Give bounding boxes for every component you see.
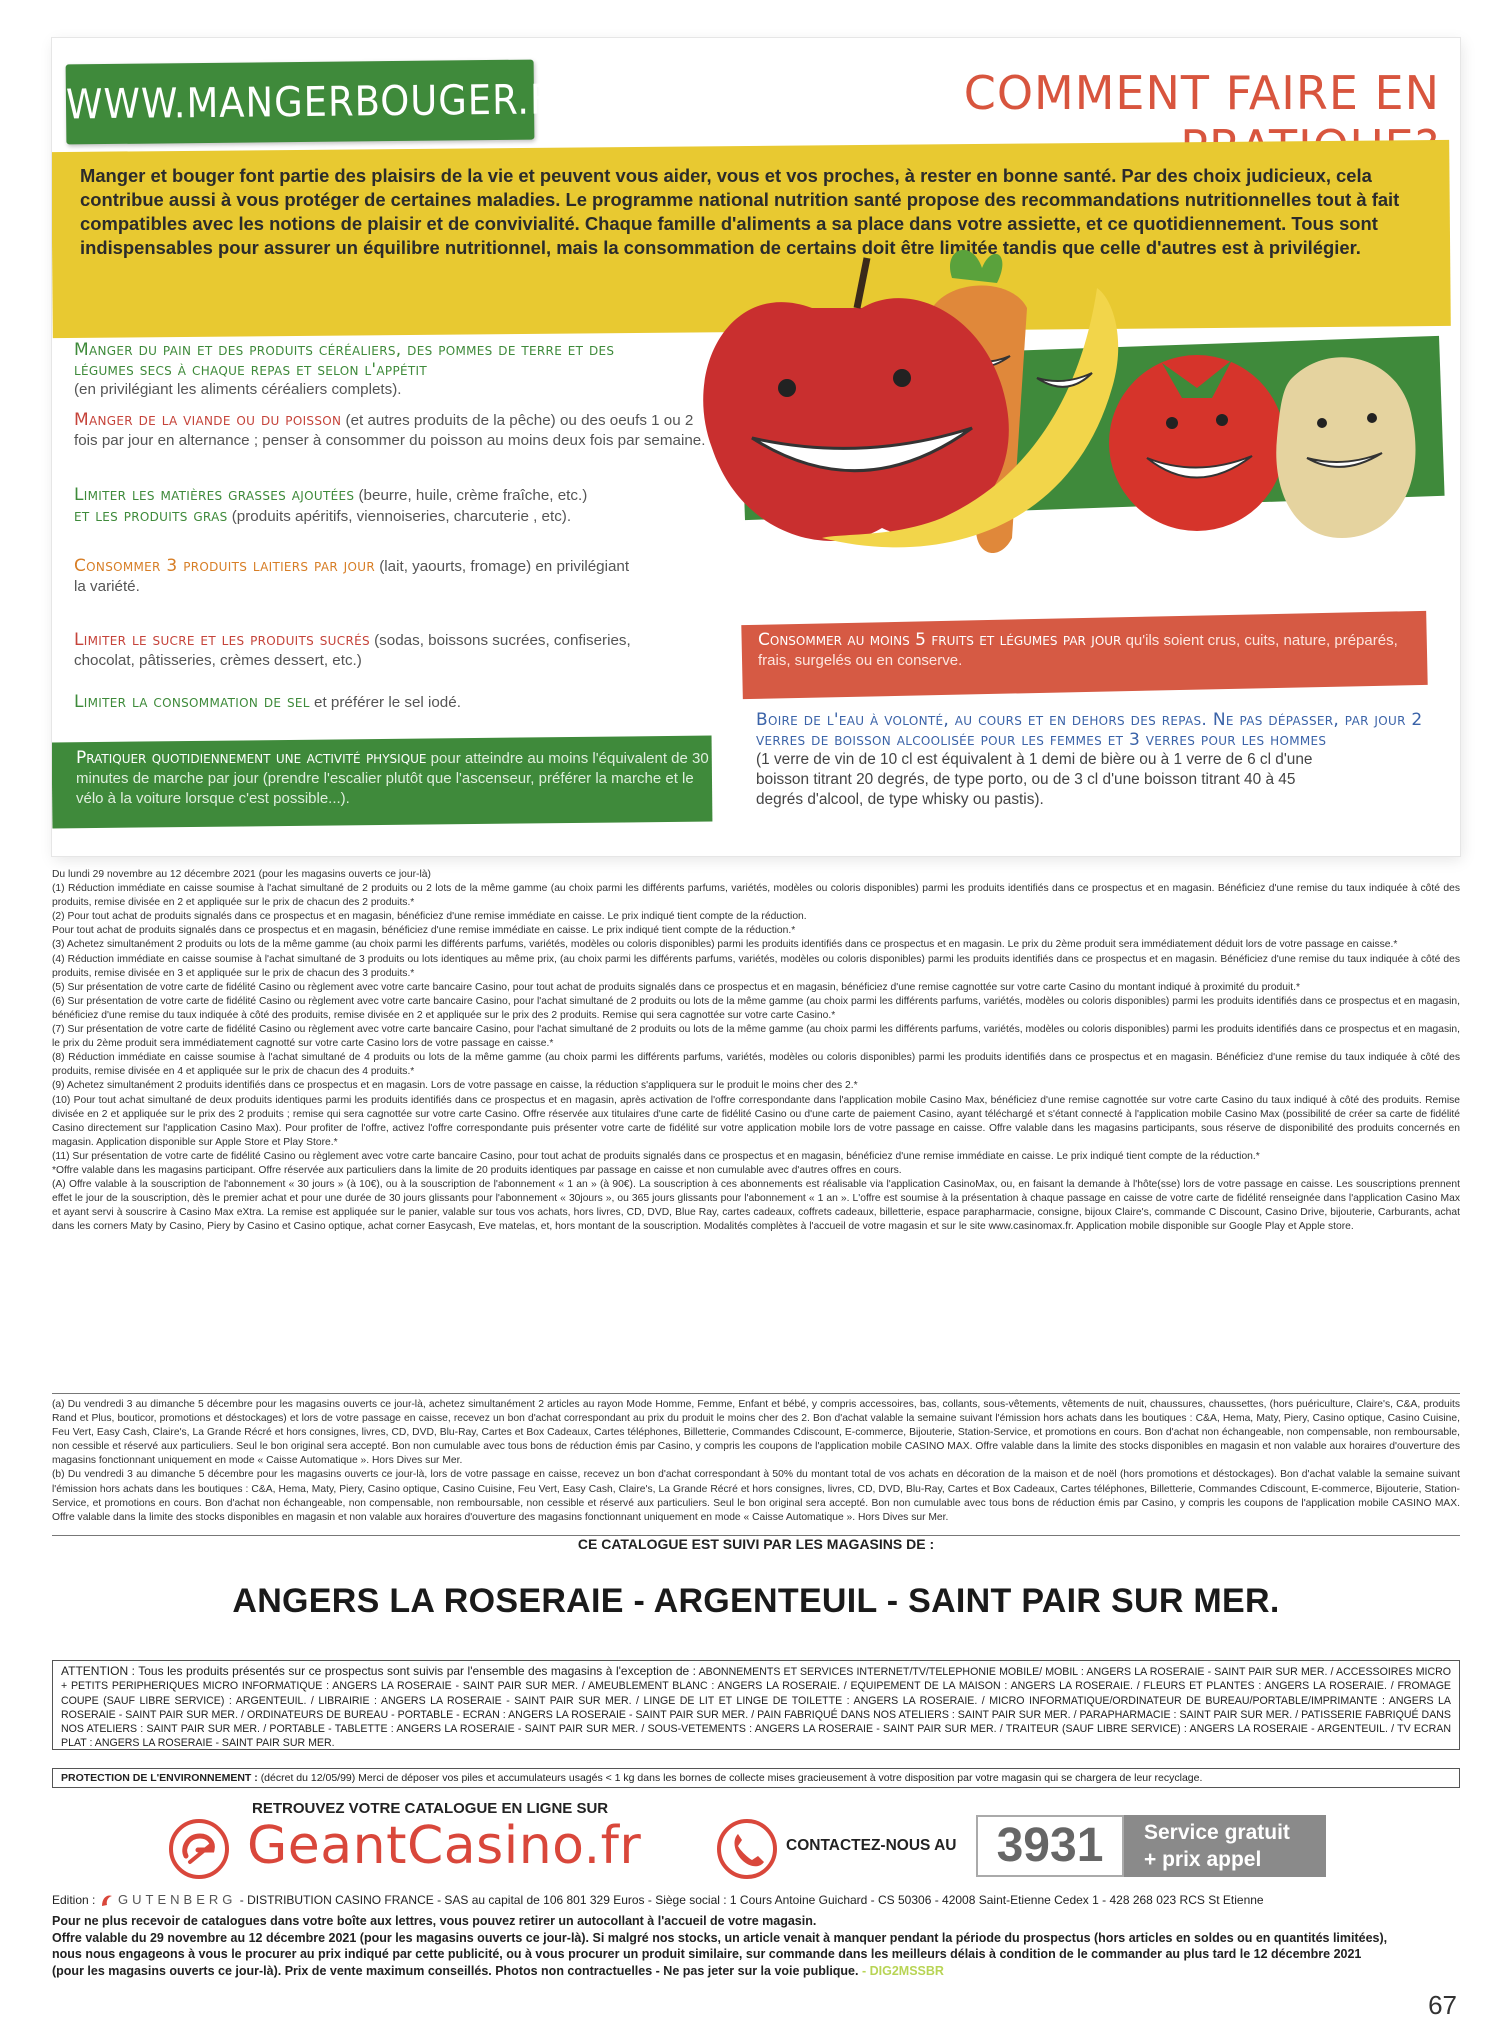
online-catalog-label: RETROUVEZ VOTRE CATALOGUE EN LIGNE SUR xyxy=(252,1800,609,1817)
potato-icon xyxy=(1276,357,1415,538)
legal-line: (10) Pour tout achat simultané de deux produits identiques parmi les produits identifiés dans ce prospectus et en magasin, après activation de l'offre correspondante dans l'application mobile Casino Max, bénéficiez d'une remise cagnottée sur votre carte Casino du taux indiqué à côté des produits. Remise divisée en 2 et appliquée sur le prix des 2 produits ; remise qui sera cagnottée sur votre carte Casino. Offre réservée aux titulaires d'une carte de fidélité Casino ou d'une carte de paiement Casino, ayant téléchargé et s'étant connecté à l'application mobile Casino Max (possibilité de créer sa carte de fidélité Casino directement sur l'application Casino Max). Pour profiter de l'offre, activez l'offre correspondante puis présenter votre carte de fidélité sur votre application mobile lors de votre passage en caisse. Offre valable dans les magasins participants, sous réserve de disponibilité des produits concernés en magasin. Application disponible sur Apple Store et Play Store.* xyxy=(52,1094,1460,1148)
phone-number-box[interactable] xyxy=(976,1815,1326,1877)
attention-box xyxy=(52,1660,1460,1750)
environment-text: (décret du 12/05/99) Merci de déposer vos piles et accumulateurs usagés < 1 kg dans les bornes de collecte mises gracieusement à votre disposition par votre magasin qui se chargera de leur recyclage. xyxy=(260,1772,1203,1784)
rec-fats-text2: (produits apéritifs, viennoiseries, charcuterie , etc). xyxy=(231,508,572,525)
legal-line: Du lundi 29 novembre au 12 décembre 2021 (pour les magasins ouverts ce jour-là) xyxy=(52,869,431,880)
water-text: (1 verre de vin de 10 cl est équivalent à 1 demi de bière ou à 1 verre de 6 cl d'une boisson titrant 20 degrés, de type porto, ou de 3 cl d'une boisson titrant 40 à 45 degrés d'alcool, de type whisky ou pastis). xyxy=(756,751,1313,808)
catalog-code: - DIG2MSSBR xyxy=(861,1963,944,1978)
service-line-1: Service gratuit xyxy=(1144,1821,1290,1844)
stores-list: ANGERS LA ROSERAIE - ARGENTEUIL - SAINT PAIR SUR MER. xyxy=(232,1582,1280,1620)
phone-icon xyxy=(716,1818,778,1880)
rec-sugar-head: Limiter le sucre et les produits sucrés xyxy=(74,630,370,650)
bottom-line-1: Pour ne plus recevoir de catalogues dans votre boîte aux lettres, vous pouvez retirer un autocollant à l'accueil de votre magasin. xyxy=(52,1914,817,1928)
water-rec xyxy=(756,710,1446,810)
rec-dairy xyxy=(74,556,634,597)
legal-line: (6) Sur présentation de votre carte de fidélité Casino ou règlement avec votre carte bancaire Casino, pour l'achat simultané de 2 produits ou lots de la même gamme (au choix parmi les différents parfums, variétés, modèles ou coloris disponibles) parmi les produits identifiés dans ce prospectus et en magasin, bénéficiez d'une remise du taux indiquée à côté des produits, remise divisée en 2 et appliquée sur le prix des 2 produits. Remise qui sera cagnottée sur votre carte Casino.* xyxy=(52,995,1460,1021)
intro-text: Manger et bouger font partie des plaisirs de la vie et peuvent vous aider, vous et vos proches, à rester en bonne santé. Par des choix judicieux, cela contribue aussi à vous protéger de certaines maladies. Le programme national nutrition santé propose des recommandations nutritionnelles tout à fait compatibles avec les notions de plaisir et de convivialité. Chaque famille d'aliments a sa place dans votre assiette, et ce quotidiennement. Tous sont indispensables pour assurer un équilibre nutritionnel, mais la consommation de certains doit être limitée tandis que celle d'autres est à privilégier. xyxy=(80,165,1400,258)
edition-line xyxy=(52,1892,1460,1910)
rec-salt-text: et préférer le sel iodé. xyxy=(314,694,461,711)
environment-lead: PROTECTION DE L'ENVIRONNEMENT : xyxy=(61,1772,258,1784)
legal-line: (b) Du vendredi 3 au dimanche 5 décembre pour les magasins ouverts ce jour-là, lors de votre passage en caisse, recevez un bon d'achat correspondant à 50% du montant total de vos achats en décoration de la maison et de noël (hors promotions et déstockages). Bon d'achat valable la semaine suivant l'émission hors achats dans les boutiques : C&A, Hema, Maty, Piery, Casino optique, Casino Cuisine, Feu Vert, Easy Cash, Claire's, La Grande Récré et hors consignes, livres, CD, DVD, Blu-Ray, Cartes et Box Cadeaux, Cartes téléphones, Billetterie, Commandes Cdiscount, E-commerce, Bijouterie, Station-Service, et promotions en cours. Bon d'achat non échangeable, non compensable, non remboursable, non cessible et réservé aux particuliers. Seul le bon original sera accepté. Bon non cumulable avec tous bons de réduction émis par Casino, y compris les coupons de l'application mobile CASINO MAX. Offre valable dans la limite des stocks disponibles en magasin et non valable aux horaires d'ouverture des magasins fonctionnant uniquement en mode « Caisse Automatique ». Hors Dives sur Mer. xyxy=(52,1469,1460,1523)
rec-fats-text: (beurre, huile, crème fraîche, etc.) xyxy=(358,487,588,504)
water-head: Boire de l'eau à volonté, au cours et en dehors des repas. Ne pas dépasser, par jour 2 verres de boisson alcoolisée pour les femmes et 3 verres pour les hommes xyxy=(756,710,1423,750)
rec-sugar-text: (sodas, boissons sucrées, confiseries, chocolat, pâtisseries, crèmes dessert, etc.) xyxy=(74,632,631,669)
rec-meat xyxy=(74,410,714,451)
phone-service-label xyxy=(1124,1815,1326,1877)
activity-head: Pratiquer quotidiennement une activité physique xyxy=(76,748,427,768)
bottom-conditions xyxy=(52,1913,1460,1979)
legal-conditions xyxy=(52,868,1460,1234)
rec-dairy-text: (lait, yaourts, fromage) en privilégiant la variété. xyxy=(74,558,630,595)
rec-dairy-head: Consommer 3 produits laitiers par jour xyxy=(74,556,375,576)
poster-heading: COMMENT FAIRE EN xyxy=(963,66,1440,120)
legal-line: (4) Réduction immédiate en caisse soumise à l'achat simultané de 3 produits ou lots identiques au même prix, (au choix parmi les différents parfums, variétés, modèles ou coloris disponibles) parmi les produits identifiés dans ce prospectus et en magasin. Bénéficiez d'une remise du taux indiquée à côté des produits, remise divisée en 3 et appliquée sur le prix de chacun des 3 produits.* xyxy=(52,953,1460,979)
edition-label: Edition : xyxy=(52,1893,96,1908)
gutenberg-name: GUTENBERG xyxy=(118,1892,237,1908)
legal-line: (7) Sur présentation de votre carte de fidélité Casino ou règlement avec votre carte bancaire Casino, pour l'achat simultané de 2 produits ou lots de la même gamme (au choix parmi les différents parfums, variétés, modèles ou coloris disponibles) parmi les produits identifiés dans ce prospectus et en magasin, le prix du 2ème produit sera immédiatement cagnotté sur votre carte Casino lors de votre passage en caisse.* xyxy=(52,1024,1460,1050)
legal-line: (1) Réduction immédiate en caisse soumise à l'achat simultané de 2 produits ou 2 lots de la même gamme (au choix parmi les différents parfums, variétés, modèles ou coloris disponibles) parmi les produits identifiés dans ce prospectus et en magasin. Bénéficiez d'une remise du taux indiquée à côté des produits, remise divisée en 2 et appliquée sur le prix de chacun des 2 produits.* xyxy=(52,883,1460,909)
rec-sugar xyxy=(74,630,674,671)
fruits-text: qu'ils soient crus, cuits, nature, préparés, frais, surgelés ou en conserve. xyxy=(758,632,1398,669)
legal-line: (3) Achetez simultanément 2 produits ou lots de la même gamme (au choix parmi les différents parfums, variétés, modèles ou coloris disponibles) parmi les produits identifiés dans ce prospectus et en magasin. Le prix du 2ème produit sera immédiatement déduit lors de votre passage en caisse.* xyxy=(52,939,1398,951)
rec-salt xyxy=(74,692,724,713)
legal-line: (9) Achetez simultanément 2 produits identifiés dans ce prospectus et en magasin. Lors de votre passage en caisse, la réduction s'appliquera sur le produit le moins cher des 2.* xyxy=(52,1080,858,1092)
nutrition-poster xyxy=(52,38,1460,856)
legal-line: Pour tout achat de produits signalés dans ce prospectus et en magasin, bénéficiez d'une remise immédiate en caisse. Le prix indiqué tient compte de la réduction.* xyxy=(52,925,796,937)
legal-line: (2) Pour tout achat de produits signalés dans ce prospectus et en magasin, bénéficiez d'une remise immédiate en caisse. Le prix indiqué tient compte de la réduction. xyxy=(52,911,807,923)
phone-number: 3931 xyxy=(976,1815,1124,1877)
rec-cereals-head: Manger du pain et des produits céréaliers, des pommes de terre et des légumes secs à chaque repas et selon l'appétit xyxy=(74,340,615,380)
activity-text: pour atteindre au moins l'équivalent de 30 minutes de marche par jour (prendre l'escalier plutôt que l'ascenseur, préférer la marche et le vélo à la voiture lorsque c'est possible...). xyxy=(76,750,709,807)
rec-fats xyxy=(74,485,724,527)
bottom-line-2: Offre valable du 29 novembre au 12 décembre 2021 (pour les magasins ouverts ce jour-là). Si malgré nos stocks, un article venait à manquer pendant la période du prospectus (hors articles en soldes ou en quantités limitées), nous nous engageons à vous le procurer au prix indiqué par cette publicité, ou à vous procurer un produit similaire, sur commande dans les meilleurs délais à condition de le commander au plus tard le 12 décembre 2021 (pour les magasins ouverts ce jour-là). Prix de vente maximum conseillés. Photos non contractuelles - Ne pas jeter sur la voie publique. xyxy=(52,1930,1388,1978)
divider xyxy=(52,1393,1460,1394)
edition-text: - DISTRIBUTION CASINO FRANCE - SAS au capital de 106 801 329 Euros - Siège social : 1 Cours Antoine Guichard - CS 50306 - 42008 Saint-Etienne Cedex 1 - 428 268 023 RCS St Etienne xyxy=(239,1893,1264,1908)
rec-meat-text: (et autres produits de la pêche) ou des oeufs 1 ou 2 fois par jour en alternance ; penser à consommer du poisson au moins deux fois par semaine. xyxy=(74,412,706,449)
environment-box xyxy=(52,1768,1460,1788)
legal-line: (a) Du vendredi 3 au dimanche 5 décembre pour les magasins ouverts ce jour-là, achetez simultanément 2 articles au rayon Mode Homme, Femme, Enfant et bébé, y compris accessoires, bas, collants, sous-vêtements, vêtements de nuit, chaussures, chaussettes, (hors puériculture, Claire's, C&A, produits Rand et Plus, bouticor, promotions et déstockages) et lors de votre passage en caisse, recevez un bon d'achat correspondant au prix du produit le moins cher des 2. Bon d'achat valable la semaine suivant l'émission hors achats dans les boutiques : C&A, Hema, Maty, Piery, Casino optique, Casino Cuisine, Feu Vert, Easy Cash, Claire's, La Grande Récré et hors consignes, livres, CD, DVD, Blu-Ray, Cartes et Box Cadeaux, Cartes téléphones, Billetterie, Commandes Cdiscount, E-commerce, Bijouterie, Station-Service, et promotions en cours. Bon d'achat non échangeable, non compensable, non remboursable, non cessible et réservé aux particuliers. Seul le bon original sera accepté. Bon non cumulable avec tous bons de réduction émis par Casino, y compris les coupons de l'application mobile CASINO MAX. Offre valable dans la limite des stocks disponibles en magasin et non valable aux horaires d'ouverture des magasins fonctionnant uniquement en mode « Caisse Automatique ». Hors Dives sur Mer. xyxy=(52,1399,1460,1467)
legal-line: (A) Offre valable à la souscription de l'abonnement « 30 jours » (à 10€), ou à la souscription de l'abonnement « 1 an » (à 90€). La souscription à ces abonnements est réalisable via l'application CasinoMax, ou, en faisant la demande à l'hôte(sse) lors de votre passage en caisse. Les souscriptions prennent effet le jour de la souscription, dès le premier achat et pour une durée de 30 jours glissants pour l'abonnement « 30jours », ou 365 jours glissants pour l'abonnement « 1 an ». L'offre est soumise à la présentation à chaque passage en caisse de votre carte de fidélité renseignée dans l'application Casino Max et ayant servi à souscrire à Casino Max eXtra. La remise est appliquée sur le panier, valable sur tous vos achats, hors livres, CD, DVD, Blue Ray, cartes cadeaux, coffrets cadeaux, billetterie, espace parapharmacie, consigne, bijoux Claire's, commande C Discount, Casino Drive, bijouterie, Carburants, achat dans les corners Maty by Casino, Piery by Casino et Casino optique, achat corner Easycash, Eve matelas, et, hors montant de la souscription. Modalités complètes à l'accueil de votre magasin et sur le site www.casinomax.fr. Application mobile disponible sur Google Play et Apple store. xyxy=(52,1179,1460,1233)
site-banner[interactable]: WWW.MANGERBOUGER.FR xyxy=(66,60,535,145)
attention-text: ABONNEMENTS ET SERVICES INTERNET/TV/TELEPHONIE MOBILE/ MOBIL : ANGERS LA ROSERAIE - SAINT PAIR SUR MER. / ACCESSOIRES MICRO + PETITS PERIPHERIQUES MICRO INFORMATIQUE : ANGERS LA ROSERAIE - SAINT PAIR SUR MER. / AMEUBLEMENT BLANC : ANGERS LA ROSERAIE. / EQUIPEMENT DE LA MAISON : ANGERS LA ROSERAIE. / FLEURS ET PLANTES : ANGERS LA ROSERAIE. / FROMAGE COUPE (SAUF LIBRE SERVICE) : ARGENTEUIL. / LIBRAIRIE : ANGERS LA ROSERAIE - SAINT PAIR SUR MER. / LINGE DE LIT ET LINGE DE TOILETTE : ANGERS LA ROSERAIE. / MICRO INFORMATIQUE/ORDINATEUR DE BUREAU/PORTABLE/IMPRIMANTE : ANGERS LA ROSERAIE - SAINT PAIR SUR MER. / ORDINATEURS DE BUREAU - PORTABLE - ECRAN : ANGERS LA ROSERAIE - SAINT PAIR SUR MER. / PAIN FABRIQUÉ DANS NOS ATELIERS : SAINT PAIR SUR MER. / PARAPHARMACIE : SAINT PAIR SUR MER. / PATISSERIE FABRIQUÉ DANS NOS ATELIERS : SAINT PAIR SUR MER. / PORTABLE - TABLETTE : ANGERS LA ROSERAIE - SAINT PAIR SUR MER. / SOUS-VETEMENTS : ANGERS LA ROSERAIE - SAINT PAIR SUR MER. / TRAITEUR (SAUF LIBRE SERVICE) : ANGERS LA ROSERAIE - ARGENTEUIL. / TV ECRAN PLAT : ANGERS LA ROSERAIE - SAINT PAIR SUR MER. xyxy=(61,1666,1452,1750)
legal-promotions xyxy=(52,1398,1460,1525)
geant-casino-link[interactable]: GeantCasino.fr xyxy=(247,1816,642,1876)
rec-meat-head: Manger de la viande ou du poisson xyxy=(74,410,342,430)
page-number: 67 xyxy=(1428,1990,1457,2020)
legal-line: (5) Sur présentation de votre carte de fidélité Casino ou règlement avec votre carte bancaire Casino, pour tout achat de produits signalés dans ce prospectus et en magasin, bénéficiez d'une remise cagnottée sur votre carte Casino du montant indiqué à proximité du produit.* xyxy=(52,981,1301,993)
activity-rec xyxy=(76,748,716,809)
attention-lead: ATTENTION : Tous les produits présentés sur ce prospectus sont suivis par l'ensemble des magasins à l'exception de : xyxy=(61,1664,697,1678)
legal-line: (11) Sur présentation de votre carte de fidélité Casino ou règlement avec votre carte bancaire Casino, pour tout achat de produits signalés dans ce prospectus et en magasin, bénéficiez d'une remise immédiate en caisse. Le prix indiqué tient compte de la réduction.* xyxy=(52,1150,1260,1162)
rec-cereals-text: (en privilégiant les aliments céréaliers complets). xyxy=(74,381,402,398)
rec-fats-head: Limiter les matières grasses ajoutées xyxy=(74,485,355,505)
contact-label: CONTACTEZ-NOUS AU xyxy=(786,1837,957,1854)
legal-line: (8) Réduction immédiate en caisse soumise à l'achat simultané de 4 produits ou lots de la même gamme (au choix parmi les différents parfums, variétés, modèles ou coloris disponibles) parmi les produits identifiés dans ce prospectus et en magasin. Bénéficiez d'une remise du taux indiquée à côté des produits, remise divisée en 4 et appliquée sur le prix de chacun des 4 produits.* xyxy=(52,1052,1460,1078)
tomato-icon xyxy=(1109,355,1285,531)
legal-line: *Offre valable dans les magasins participant. Offre réservée aux particuliers dans la limite de 20 produits identiques par passage en caisse et non cumulable avec d'autres offres en cours. xyxy=(52,1164,902,1176)
gutenberg-logo-icon xyxy=(99,1892,115,1910)
smiling-fruits-illustration xyxy=(692,238,1452,588)
fruits-rec xyxy=(758,630,1418,671)
geant-casino-logo-icon xyxy=(168,1818,230,1880)
rec-cereals xyxy=(74,340,724,400)
fruits-head: Consommer au moins 5 fruits et légumes par jour xyxy=(758,630,1122,650)
stores-intro: CE CATALOGUE EST SUIVI PAR LES MAGASINS DE : xyxy=(577,1536,935,1552)
rec-salt-head: Limiter la consommation de sel xyxy=(74,692,310,712)
service-line-2: + prix appel xyxy=(1144,1848,1262,1871)
rec-fats-head2: et les produits gras xyxy=(74,506,228,526)
